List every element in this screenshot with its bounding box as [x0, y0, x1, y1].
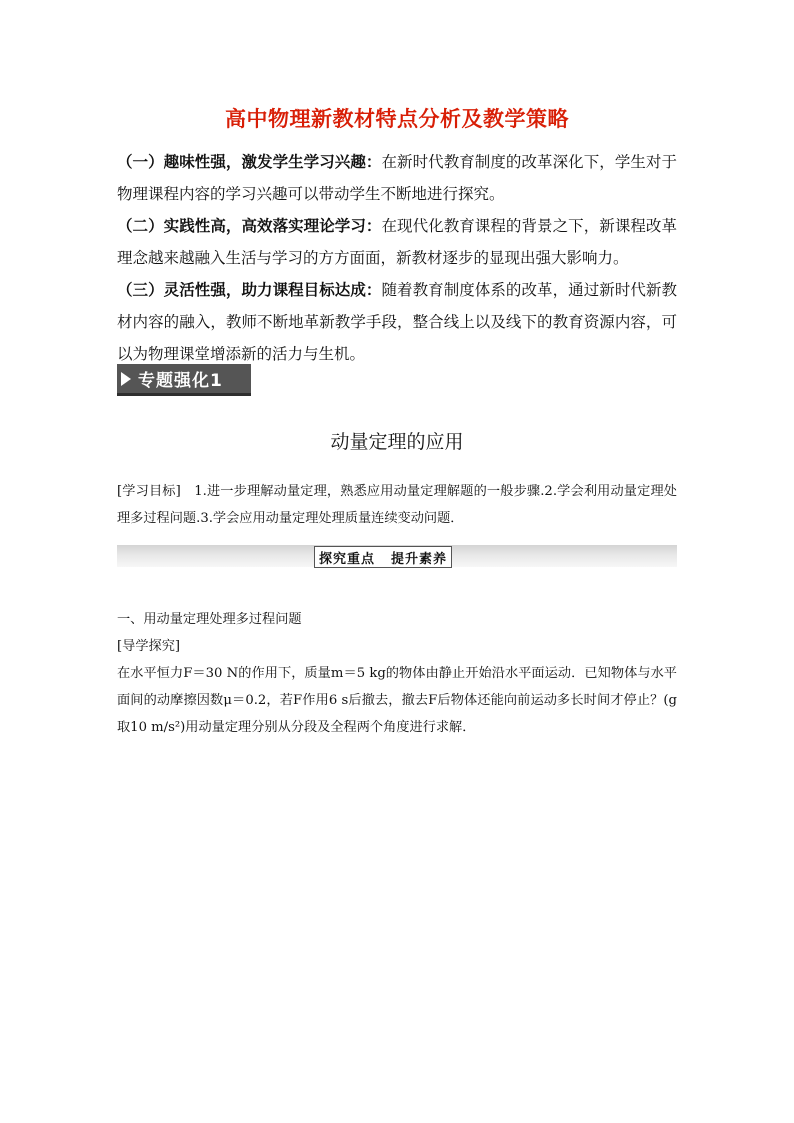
- intro-lead: （一）趣味性强，激发学生学习兴趣：: [117, 152, 382, 171]
- intro-section: [117, 146, 677, 370]
- intro-paragraph: [117, 274, 677, 370]
- content-subheading: [导学探究]: [117, 639, 181, 654]
- section-bar: [117, 545, 677, 567]
- learning-objectives: [学习目标] 1.进一步理解动量定理，熟悉应用动量定理解题的一般步骤.2.学会利用动量定理处理多过程问题.3.学会应用动量定理处理质量连续变动问题．: [117, 484, 677, 526]
- intro-text: 在现代化教育课程的背景之下，新课程改革理念越来越融入生活与学习的方方面面，新教材逐步的显现出强大影响力。: [117, 217, 677, 267]
- intro-text: 随着教育制度体系的改革，通过新时代新教材内容的融入，教师不断地革新教学手段，整合线上以及线下的教育资源内容，可以为物理课堂增添新的活力与生机。: [117, 281, 677, 363]
- section-bar-label: [314, 546, 452, 568]
- intro-text: 在新时代教育制度的改革深化下，学生对于物理课程内容的学习兴趣可以带动学生不断地进行探究。: [117, 153, 677, 203]
- page-title: 高中物理新教材特点分析及教学策略: [225, 106, 569, 131]
- play-arrow-icon: [121, 372, 131, 386]
- intro-lead: （二）实践性高，高效落实理论学习：: [117, 216, 382, 236]
- topic-banner: [117, 364, 251, 396]
- content-section: [117, 606, 677, 741]
- section-title: 动量定理的应用: [330, 431, 464, 453]
- content-body: 在水平恒力F＝30 N的作用下，质量m＝5 kg的物体由静止开始沿水平面运动．已知物体与水平面间的动摩擦因数μ＝0.2，若F作用6 s后撤去，撤去F后物体还能向前运动多长时间才停止？(g取10 m/s²)用动量定理分别从分段及全程两个角度进行求解．: [117, 666, 677, 735]
- section-bar-left: 探究重点: [319, 551, 376, 567]
- content-heading: 一、用动量定理处理多过程问题: [117, 612, 302, 627]
- intro-lead: （三）灵活性强，助力课程目标达成：: [117, 280, 382, 300]
- banner-label: 专题强化1: [138, 371, 223, 391]
- intro-paragraph: [117, 210, 677, 274]
- intro-paragraph: [117, 146, 677, 210]
- section-bar-right: 提升素养: [391, 551, 448, 567]
